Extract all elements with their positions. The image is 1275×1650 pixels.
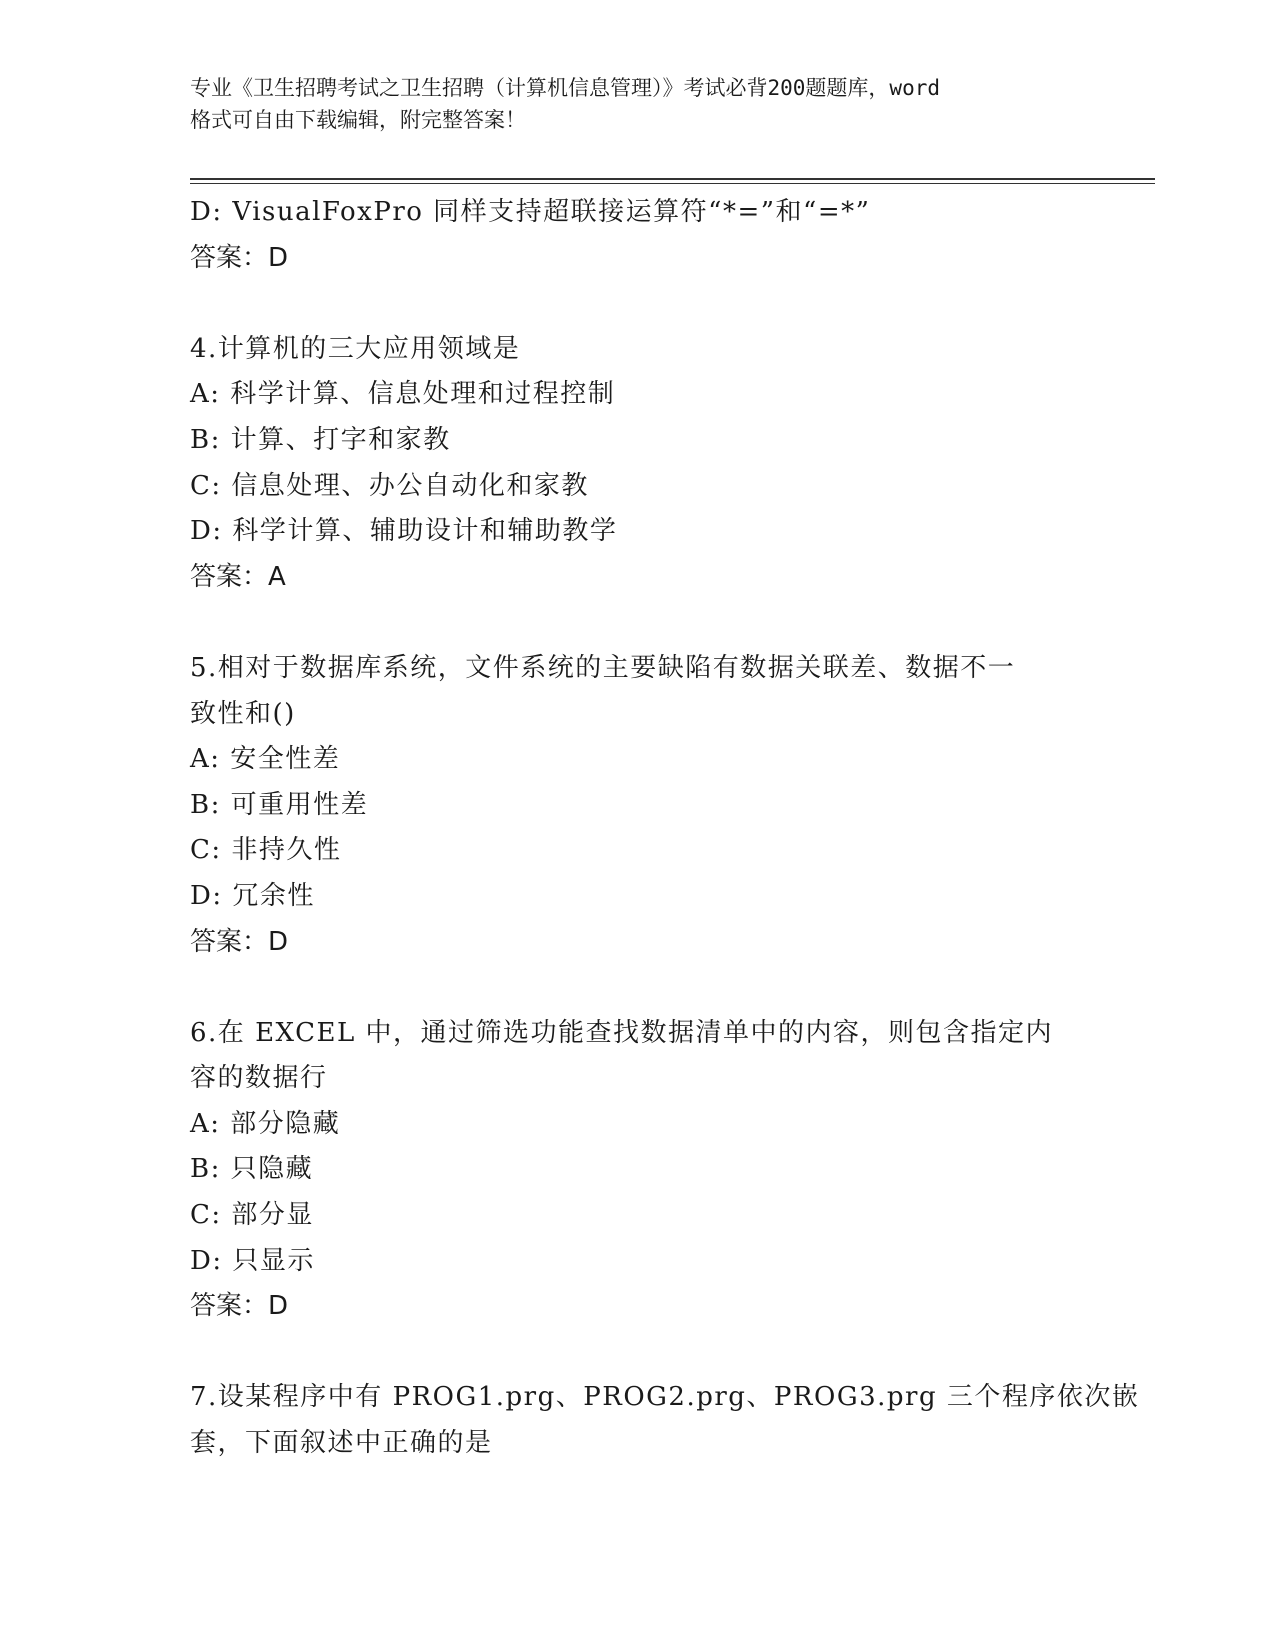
option-b: B: 只隐藏 (190, 1154, 314, 1185)
answer-line: 答案：A (190, 561, 286, 592)
spacer (190, 965, 1090, 1011)
option-d: D: VisualFoxPro 同样支持超联接运算符“*=”和“=*” (190, 197, 871, 227)
option-d: D: 只显示 (190, 1245, 315, 1276)
answer-line: 答案：D (190, 1291, 289, 1322)
question-list (190, 190, 1140, 1467)
option-a: A: 科学计算、信息处理和过程控制 (190, 379, 616, 410)
option-c: C: 非持久性 (190, 835, 342, 866)
spacer (190, 1330, 1090, 1376)
question-6 (190, 1011, 1090, 1330)
option-c: C: 部分显 (190, 1200, 314, 1231)
question-stem-line-2: 致性和() (190, 698, 296, 729)
header-divider-thick (190, 178, 1155, 180)
option-a: A: 部分隐藏 (190, 1108, 341, 1139)
header-title-line-2: 格式可自由下载编辑，附完整答案！ (190, 108, 526, 132)
spacer (190, 600, 1090, 646)
option-c: C: 信息处理、办公自动化和家教 (190, 470, 589, 501)
question-stem-line-2: 套，下面叙述中正确的是 (190, 1428, 493, 1459)
header-divider-thin (190, 183, 1155, 184)
question-stem: 4.计算机的三大应用领域是 (190, 333, 521, 364)
document-header (190, 72, 1090, 136)
question-stem-line-1: 7.设某程序中有 PROG1.prg、PROG2.prg、PROG3.prg 三个程序依次嵌 (190, 1382, 1140, 1413)
header-title-line-1: 专业《卫生招聘考试之卫生招聘（计算机信息管理）》考试必背200题题库，word (190, 76, 940, 100)
question-3-tail (190, 190, 1090, 281)
option-d: D: 科学计算、辅助设计和辅助教学 (190, 516, 618, 547)
option-a: A: 安全性差 (190, 744, 341, 775)
option-d: D: 冗余性 (190, 880, 315, 911)
question-7 (190, 1375, 1140, 1466)
option-b: B: 计算、打字和家教 (190, 424, 451, 455)
question-stem-line-1: 6.在 EXCEL 中，通过筛选功能查找数据清单中的内容，则包含指定内 (190, 1017, 1054, 1048)
answer-line: 答案：D (190, 242, 289, 273)
spacer (190, 281, 1090, 327)
answer-line: 答案：D (190, 926, 289, 957)
question-stem-line-2: 容的数据行 (190, 1063, 328, 1094)
option-b: B: 可重用性差 (190, 789, 369, 820)
question-4 (190, 327, 1090, 601)
question-stem-line-1: 5.相对于数据库系统，文件系统的主要缺陷有数据关联差、数据不一 (190, 652, 1016, 683)
question-5 (190, 646, 1090, 965)
